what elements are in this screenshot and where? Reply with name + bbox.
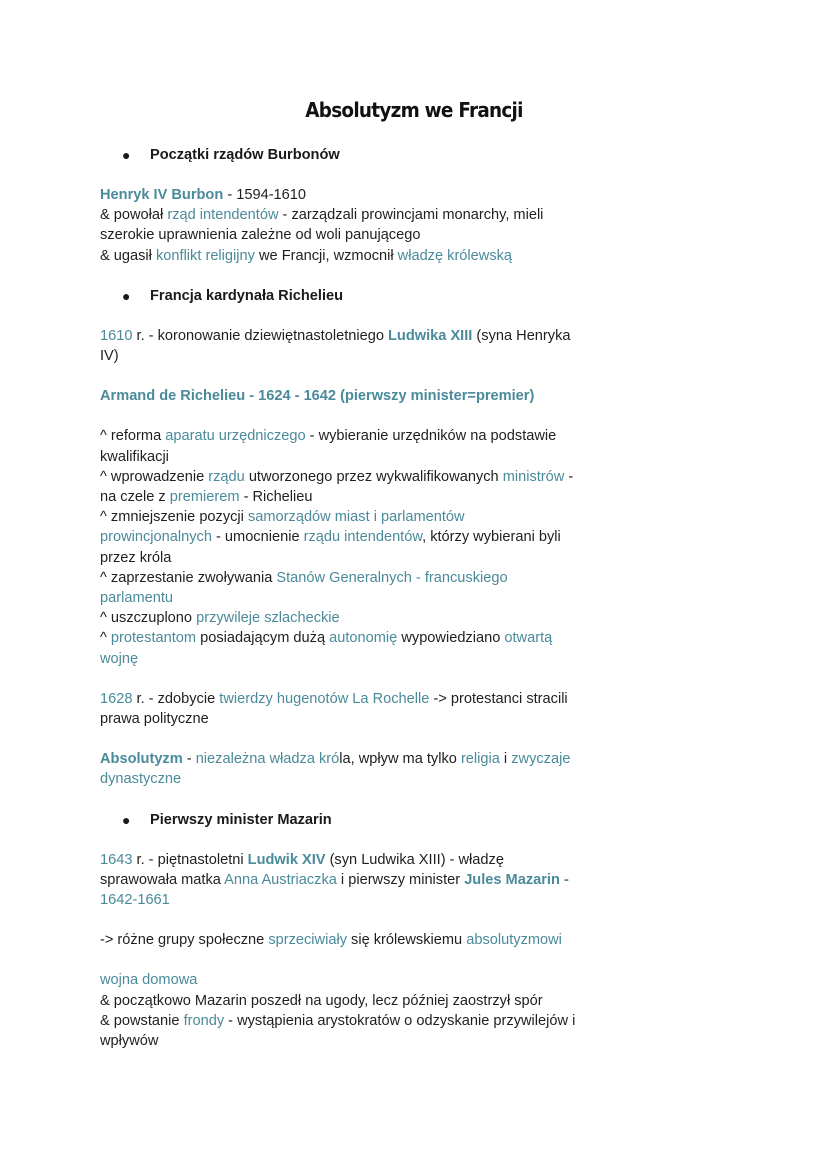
paragraph: Absolutyzm - niezależna władza króla, wpływ ma tylko religia i zwyczaje bbox=[100, 751, 571, 768]
paragraph: Henryk IV Burbon - 1594-1610 bbox=[100, 187, 307, 203]
list-item: ^ zaprzestanie zwoływania Stanów Generalnych - francuskiego bbox=[100, 569, 508, 586]
list-item: ^ wprowadzenie rządu utworzonego przez wykwalifikowanych ministrów - bbox=[100, 468, 574, 485]
bullet-icon: ● bbox=[122, 287, 131, 304]
list-item: parlamentu bbox=[100, 590, 174, 607]
list-item: prowincjonalnych - umocnienie rządu intendentów, którzy wybierani byli bbox=[100, 529, 561, 546]
bullet-icon: ● bbox=[122, 811, 131, 828]
paragraph: & powołał rząd intendentów - zarządzali prowincjami monarchy, mieli bbox=[100, 207, 544, 224]
list-item: ^ zmniejszenie pozycji samorządów miast i parlamentów bbox=[100, 509, 465, 526]
list-item: wojnę bbox=[100, 650, 139, 667]
paragraph: wojna domowa bbox=[100, 972, 198, 989]
section-heading: ● Pierwszy minister Mazarin bbox=[100, 810, 620, 830]
list-item: przez króla bbox=[100, 549, 172, 566]
paragraph: wpływów bbox=[100, 1033, 159, 1050]
paragraph: 1643 r. - piętnastoletni Ludwik XIV (syn Ludwika XIII) - władzę bbox=[100, 851, 504, 868]
paragraph: 1610 r. - koronowanie dziewiętnastoletniego Ludwika XIII (syna Henryka bbox=[100, 327, 571, 344]
paragraph: & ugasił konflikt religijny we Francji, wzmocnił władzę królewską bbox=[100, 247, 513, 264]
list-item: ^ reforma aparatu urzędniczego - wybieranie urzędników na podstawie bbox=[100, 428, 557, 445]
list-item: ^ protestantom posiadającym dużą autonomię wypowiedziano otwartą bbox=[100, 630, 553, 647]
document-body bbox=[100, 145, 620, 1051]
bullet-icon: ● bbox=[122, 147, 131, 163]
list-item: kwalifikacji bbox=[100, 448, 169, 465]
section-heading: ● Początki rządów Burbonów bbox=[100, 145, 620, 165]
paragraph: -> różne grupy społeczne sprzeciwiały się królewskiemu absolutyzmowi bbox=[100, 932, 562, 949]
paragraph: szerokie uprawnienia zależne od woli panującego bbox=[100, 227, 421, 244]
section-heading: ● Francja kardynała Richelieu bbox=[100, 286, 620, 306]
paragraph: & początkowo Mazarin poszedł na ugody, lecz później zaostrzył spór bbox=[100, 992, 543, 1009]
paragraph: sprawowała matka Anna Austriaczka i pierwszy minister Jules Mazarin - bbox=[100, 871, 569, 888]
paragraph: 1642-1661 bbox=[100, 892, 170, 909]
paragraph: & powstanie frondy - wystąpienia arystokratów o odzyskanie przywilejów i bbox=[100, 1012, 576, 1029]
paragraph: Armand de Richelieu - 1624 - 1642 (pierwszy minister=premier) bbox=[100, 388, 535, 405]
list-item: ^ uszczuplono przywileje szlacheckie bbox=[100, 610, 340, 627]
paragraph: dynastyczne bbox=[100, 771, 182, 788]
page-title: Absolutyzm we Francji bbox=[305, 98, 523, 122]
paragraph: 1628 r. - zdobycie twierdzy hugenotów La Rochelle -> protestanci stracili bbox=[100, 690, 568, 707]
paragraph: IV) bbox=[100, 348, 119, 365]
list-item: na czele z premierem - Richelieu bbox=[100, 489, 313, 506]
paragraph: prawa polityczne bbox=[100, 711, 209, 728]
